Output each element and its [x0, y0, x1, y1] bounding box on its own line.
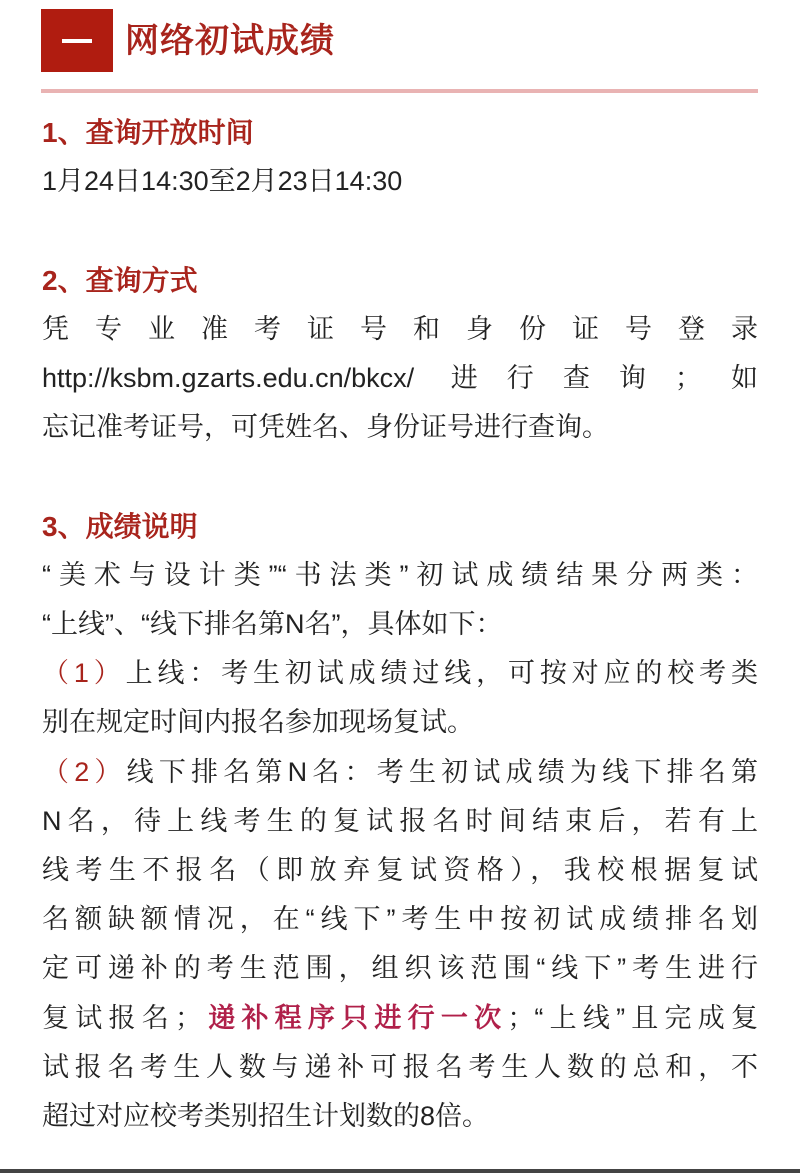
query-time-text: 1月24日14:30至2月23日14:30: [42, 166, 403, 197]
article-body: [42, 108, 758, 1141]
item-2-line: 线考生不报名（即放弃复试资格），我校根据复试: [42, 855, 758, 886]
item-2-line: 名额缺额情况，在“线下”考生中按初试成绩排名划: [42, 904, 758, 935]
item-1-line: [42, 649, 758, 698]
item-2-line: N名，待上线考生的复试报名时间结束后，若有上: [42, 805, 758, 836]
item-2-text: ；“上线”且完成复: [507, 1002, 759, 1033]
item-2-marker: （2）: [42, 756, 127, 787]
item-2-line: 超过对应校考类别招生计划数的8倍。: [42, 1101, 490, 1132]
bottom-edge: [0, 1169, 800, 1173]
item-2-text: 复试报名；: [42, 1002, 202, 1033]
number-one-mark: [62, 39, 92, 43]
query-method-line: 忘记准考证号，可凭姓名、身份证号进行查询。: [42, 412, 609, 443]
item-2-line: 定可递补的考生范围，组织该范围“线下”考生进行: [42, 953, 758, 984]
section-number-badge: [41, 9, 113, 72]
section-title: 网络初试成绩: [125, 22, 335, 60]
query-method-line: 凭专业准考证号和身份证号登录: [42, 313, 758, 344]
item-1-marker: （1）: [42, 658, 126, 689]
item-2-line: 试报名考生人数与递补可报名考生人数的总和，不: [42, 1051, 758, 1082]
item-2-line: [42, 994, 758, 1043]
heading-score-explanation: 3、成绩说明: [42, 510, 198, 542]
heading-query-method: 2、查询方式: [42, 264, 198, 296]
item-2-line: [42, 748, 758, 797]
item-1-text: 上线：考生初试成绩过线，可按对应的校考类: [125, 658, 758, 689]
item-2-text: 线下排名第N名：考生初试成绩为线下排名第: [126, 756, 758, 787]
highlight-text: 递补程序只进行一次: [201, 1002, 508, 1033]
heading-query-time: 1、查询开放时间: [42, 117, 254, 148]
query-method-line: http://ksbm.gzarts.edu.cn/bkcx/ 进行查询；如: [42, 363, 758, 393]
divider: [41, 89, 758, 93]
intro-line: “美术与设计类”“书法类”初试成绩结果分两类：: [42, 559, 758, 590]
item-1-line: 别在规定时间内报名参加现场复试。: [42, 707, 474, 738]
intro-line: “上线”、“线下排名第N名”，具体如下：: [42, 609, 503, 639]
